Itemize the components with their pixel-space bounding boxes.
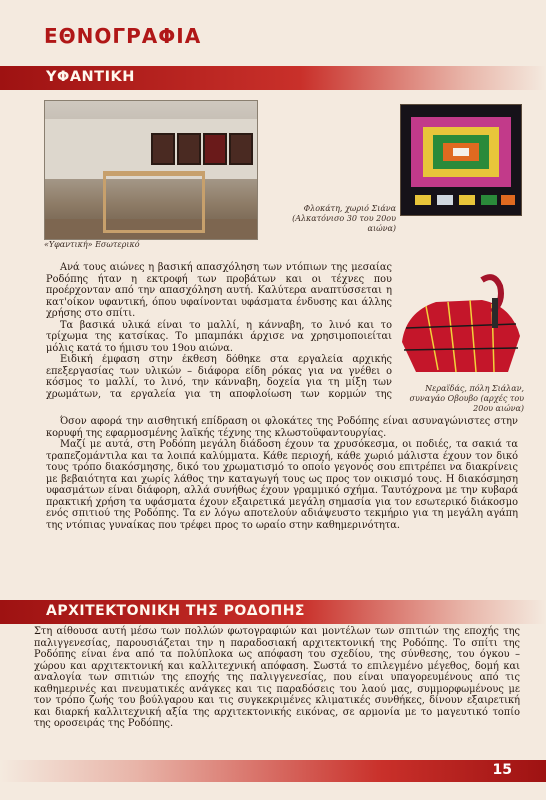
architecture-text bbox=[34, 626, 520, 730]
paragraph: Στη αίθουσα αυτή μέσω των πολλών φωτογραφιών και μοντέλων των σπιτιών της εποχής της παλιγγενεσίας, παρουσιάζεται την η παραδοσιακή αρχιτεκτονική της Ροδόπης. Το σπίτι της Ροδόπης είναι ένα από τα πολύπλοκα ως απόφαση του σχεδίου, της σύνθεσης, του όγκου – χώρου και αρχιτεκτονική και καλλιτεχνική απόφαση. Σωστά το επιλεγμένο μέγεθος, δομή και αναλογία των σπιτιών της εποχής της παλιγγενεσίας, που είναι υπαγορευμένους από τις καθημερινές και πνευματικές ανάγκες και τις παραδόσεις του λαού μας, συμμορφωμένους με τον τρόπο ζωής του βούλγαρου και τις συγκεκριμένες κλιματικές συνθήκες, δίνουν εξαιρετική και διαρκή καλλιτεχνική αξία της αρχιτεκτονικής εικόνας, σε αρμονία με το μαγευτικό τοπίο της οροσειράς της Ροδόπης. bbox=[34, 626, 520, 729]
weaving-text-full bbox=[46, 416, 518, 531]
page-title: ΕΘΝΟΓΡΑΦΙΑ bbox=[44, 24, 202, 48]
section-heading-weaving: ΥΦΑΝΤΙΚΗ bbox=[46, 69, 135, 85]
page-number-bar bbox=[0, 760, 546, 782]
photo-exhibition-loom bbox=[44, 100, 258, 240]
photo-flokati-rug bbox=[400, 104, 522, 216]
photo-caption-bag: Νεραϊδάς, πόλη Σιάλαν, συναγάο Οβουβο (αρχές του 20ου αιώνα) bbox=[409, 384, 524, 413]
photo-caption-exhibition: «Υφαντική» Εσωτερικό bbox=[44, 240, 140, 249]
photo-caption-flokati: Φλοκάτη, χωριό Σιάνα (Αλκατόνισο 30 του 20ου αιώνα) bbox=[292, 204, 396, 233]
paragraph: Μαζί με αυτά, στη Ροδόπη μεγάλη διάδοση έχουν τα χρυσόκεσμα, οι ποδιές, τα σακιά τα τραπεζομάντιλα και τα λοιπά καλύμματα. Κάθε περιοχή, κάθε χωριό μάλιστα έχουν τον δικό τους τρόπο διακόσμησης, δικό του χρωματισμό το οποίο γεγονός σου επιτρέπει να διακρίνεις με βεβαιότητα και χωρίς λάθος την καταγωγή τους ως προς τον οικισμό τους. Η διακόσμηση υφασμάτων είναι διάφορη, αλλά συνήθως έχουν γραμμικό σχήμα. Ταυτόχρονα με την κυβαρά πρακτική χρήση τα υφάσματα έχουν εξαιρετικά μεγάλη σημασία για τον εσωτερικό διάκοσμο ενός σπιτιού της Ροδόπης. Τα εν λόγω αποτελούν αδιάψευστο τεκμήριο για τη μεγάλη αγάπη της ντόπιας γυναίκας που τρέφει προς το ωραίο στην καθημερινότητα. bbox=[46, 439, 518, 531]
weaving-text-column bbox=[46, 262, 392, 400]
section-bar-weaving bbox=[0, 66, 546, 90]
page-number: 15 bbox=[492, 762, 512, 778]
paragraph: Ανά τους αιώνες η βασική απασχόληση των ντόπιων της μεσαίας Ροδόπης ήταν η εκτροφή των προβάτων και οι τέχνες που προέρχονταν από την απασχόληση αυτή. Καλύτερα αναπτύσσεται η κατ'οίκον υφαντική, όπου υφαίνονται υφάσματα ένδυσης και άλλης χρήσης στο σπίτι. bbox=[46, 262, 392, 319]
section-bar-architecture bbox=[0, 600, 546, 624]
paragraph: Τα βασικά υλικά είναι το μαλλί, η κάνναβη, το λινό και το τρίχωμα της κατσίκας. Το μπαμπάκι άρχισε να χρησιμοποιείται μόλις κατά το ήμισυ του 19ου αιώνα. bbox=[46, 319, 392, 354]
section-heading-architecture: ΑΡΧΙΤΕΚΤΟΝΙΚΗ ΤΗΣ ΡΟΔΟΠΗΣ bbox=[46, 603, 305, 619]
photo-red-woven-bag bbox=[396, 272, 524, 376]
paragraph: Ειδική έμφαση στην έκθεση δόθηκε στα εργαλεία αρχικής επεξεργασίας των υλικών – διάφορα είδη ρόκας για να γνέθει ο κόσμος το μαλλί, το λινό, την κάνναβη, δοχεία για τη μίξη των χρωμάτων, τα εργαλεία για τη αποφλοίωση των κορμών της bbox=[46, 354, 392, 400]
paragraph: Όσον αφορά την αισθητική επίδραση οι φλοκάτες της Ροδόπης είναι ασυναγώνιστες στην κορυφή της εφαρμοσμένης λαϊκής τέχνης της κλωστοϋφαντουργίας. bbox=[46, 416, 518, 439]
